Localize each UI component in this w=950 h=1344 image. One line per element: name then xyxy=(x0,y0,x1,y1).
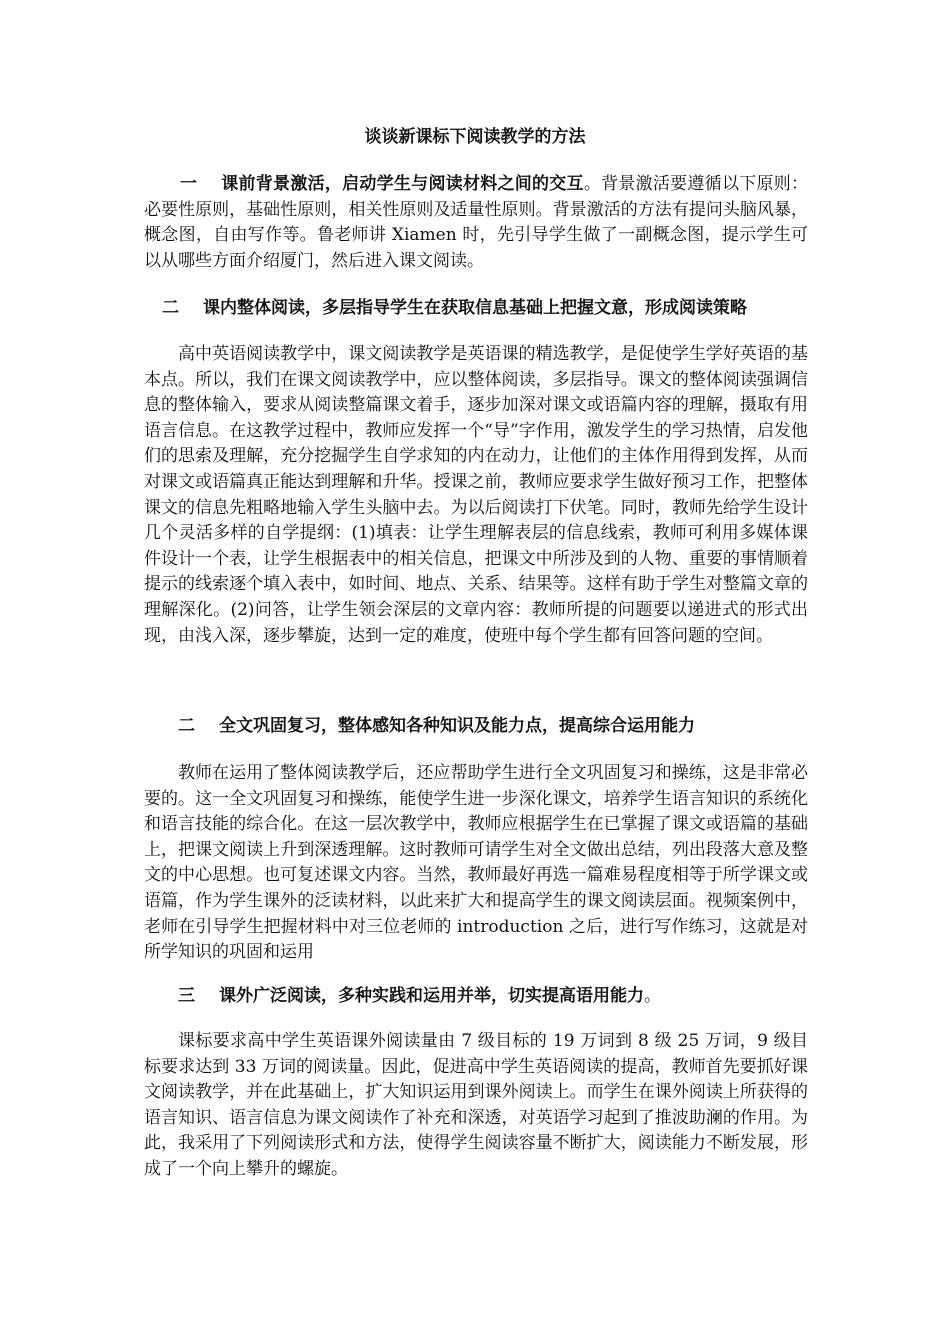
section-4-heading-line xyxy=(178,983,842,1009)
section-1-number: 一 xyxy=(180,174,197,194)
section-4-heading-tail: 。 xyxy=(644,986,661,1006)
section-2-number: 二 xyxy=(162,298,179,318)
section-4-number: 三 xyxy=(178,986,195,1006)
section-3-paragraph: 教师在运用了整体阅读教学后，还应帮助学生进行全文巩固复习和操练，这是非常必要的。这一全文巩固复习和操练，能使学生进一步深化课文，培养学生语言知识的系统化和语言技能的综合化。在这一层次教学中，教师应根据学生在已掌握了课文或语篇的基础上，把课文阅读上升到深透理解。这时教师可请学生对全文做出总结，列出段落大意及整文的中心思想。也可复述课文内容。当然，教师最好再选一篇难易程度相等于所学课文或语篇，作为学生课外的泛读材料，以此来扩大和提高学生的课文阅读层面。视频案例中，老师在引导学生把握材料中对三位老师的 introduction 之后，进行写作练习，这就是对所学知识的巩固和运用 xyxy=(144,763,808,963)
section-3-heading-line xyxy=(178,713,842,739)
section-2-heading-line xyxy=(162,295,826,321)
section-1-text: 。背景激活要遵循以下原则：必要性原则，基础性原则，相关性原则及适量性原则。背景激活的方法有提问头脑风暴，概念图，自由写作等。鲁老师讲 Xiamen 时，先引导学生做了一副概念图，提示学生可以从哪些方面介绍厦门，然后进入课文阅读。 xyxy=(144,174,809,271)
section-4-heading: 课外广泛阅读，多种实践和运用并举，切实提高语用能力 xyxy=(219,986,644,1006)
section-2-heading: 课内整体阅读，多层指导学生在获取信息基础上把握文意，形成阅读策略 xyxy=(203,298,747,318)
document-title: 谈谈新课标下阅读教学的方法 xyxy=(364,127,586,147)
section-2-paragraph: 高中英语阅读教学中，课文阅读教学是英语课的精选教学，是促使学生学好英语的基本点。所以，我们在课文阅读教学中，应以整体阅读，多层指导。课文的整体阅读强调信息的整体输入，要求从阅读整篇课文着手，逐步加深对课文或语篇内容的理解，摄取有用语言信息。在这教学过程中，教师应发挥一个“导”字作用，激发学生的学习热情，启发他们的思索及理解，充分挖掘学生自学求知的内在动力，让他们的主体作用得到发挥，从而对课文或语篇真正能达到理解和升华。授课之前，教师应要求学生做好预习工作，把整体课文的信息先粗略地输入学生头脑中去。为以后阅读打下伏笔。同时，教师先给学生设计几个灵活多样的自学提纲：(1)填表：让学生理解表层的信息线索，教师可利用多媒体课件设计一个表，让学生根据表中的相关信息，把课文中所涉及到的人物、重要的事情顺着提示的线索逐个填入表中，如时间、地点、关系、结果等。这样有助于学生对整篇文章的理解深化。(2)问答，让学生领会深层的文章内容：教师所提的问题要以递进式的形式出现，由浅入深，逐步攀旋，达到一定的难度，使班中每个学生都有回答问题的空间。 xyxy=(144,344,808,646)
section-4-paragraph: 课标要求高中学生英语课外阅读量由 7 级目标的 19 万词到 8 级 25 万词，9 级目标要求达到 33 万词的阅读量。因此，促进高中学生英语阅读的提高，教师首先要抓好课文阅读教学，并在此基础上，扩大知识运用到课外阅读上。而学生在课外阅读上所获得的语言知识、语言信息为课文阅读作了补充和深透，对英语学习起到了推波助澜的作用。为此，我采用了下列阅读形式和方法，使得学生阅读容量不断扩大，阅读能力不断发展，形成了一个向上攀升的螺旋。 xyxy=(144,1031,808,1179)
section-1-heading: 课前背景激活，启动学生与阅读材料之间的交互 xyxy=(221,174,584,194)
section-3-heading: 全文巩固复习，整体感知各种知识及能力点，提高综合运用能力 xyxy=(219,716,695,736)
section-3-number: 二 xyxy=(178,716,195,736)
section-1 xyxy=(144,172,808,274)
